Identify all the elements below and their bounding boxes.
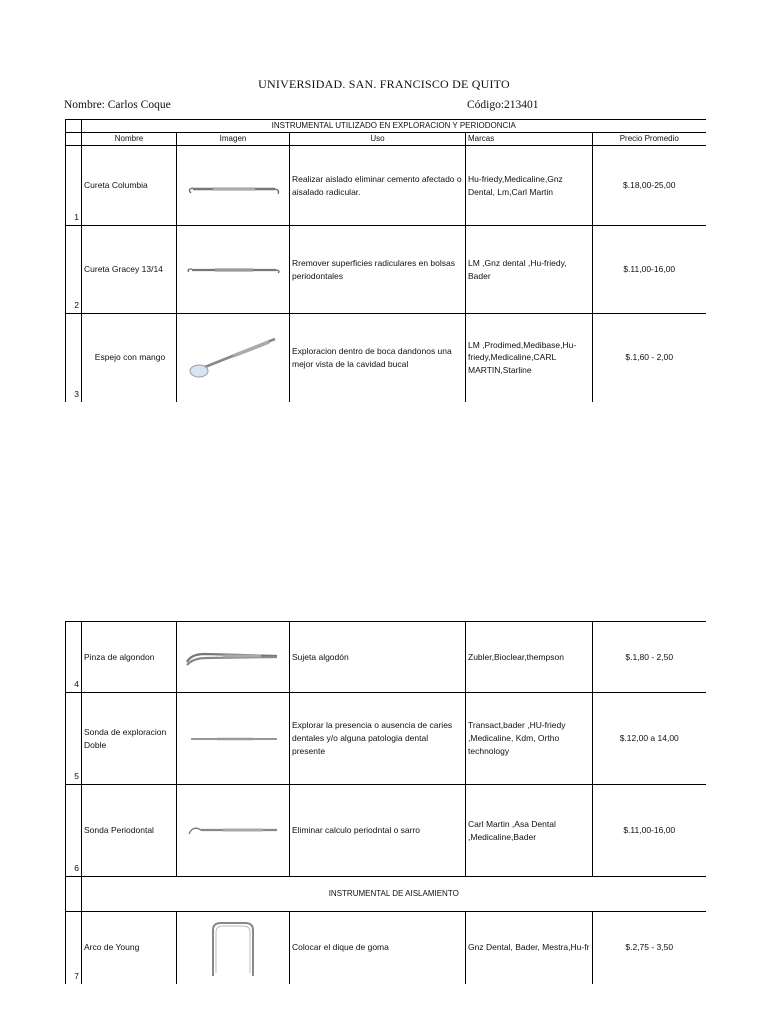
instrument-name: Espejo con mango — [82, 314, 177, 402]
instrument-name: Cureta Columbia — [82, 146, 177, 226]
periodontal-probe-icon — [183, 821, 283, 841]
instrument-brands: Carl Martin ,Asa Dental ,Medicaline,Bader — [466, 785, 593, 877]
table-row — [66, 785, 706, 877]
table-row — [66, 314, 706, 402]
row-number: 7 — [66, 912, 82, 984]
col-header-price: Precio Promedio — [593, 133, 706, 146]
instrument-table-part1 — [65, 119, 706, 402]
student-code: Código:213401 — [467, 99, 539, 111]
instrument-use: Explorar la presencia o ausencia de caries dentales y/o alguna patologia dental presente — [290, 693, 466, 785]
instrument-price: $.12,00 a 14,00 — [593, 693, 706, 785]
instrument-brands: LM ,Prodimed,Medibase,Hu-friedy,Medicaline,CARL MARTIN,Starline — [466, 314, 593, 402]
young-frame-icon — [203, 918, 263, 978]
instrument-use: Realizar aislado eliminar cemento afectado o aisalado radicular. — [290, 146, 466, 226]
row-number: 6 — [66, 785, 82, 877]
instrument-brands: LM ,Gnz dental ,Hu-friedy, Bader — [466, 226, 593, 314]
instrument-price: $.1,80 - 2,50 — [593, 622, 706, 693]
col-header-use: Uso — [290, 133, 466, 146]
instrument-brands: Transact,bader ,HU-friedy ,Medicaline, Kdm, Ortho technology — [466, 693, 593, 785]
student-name: Nombre: Carlos Coque — [64, 99, 171, 111]
instrument-table-part2 — [65, 621, 706, 984]
instrument-use: Sujeta algodón — [290, 622, 466, 693]
instrument-image — [177, 785, 290, 877]
instrument-price: $.2,75 - 3,50 — [593, 912, 706, 984]
row-number: 3 — [66, 314, 82, 402]
instrument-name: Pinza de algondon — [82, 622, 177, 693]
instrument-use: Eliminar calculo periodntal o sarro — [290, 785, 466, 877]
instrument-image — [177, 693, 290, 785]
col-header-brands: Marcas — [466, 133, 593, 146]
mouth-mirror-icon — [183, 333, 283, 383]
instrument-use: Colocar el dique de goma — [290, 912, 466, 984]
row-number-header — [66, 120, 82, 133]
curette-columbia-icon — [183, 171, 283, 201]
table-row — [66, 226, 706, 314]
table-title: INSTRUMENTAL UTILIZADO EN EXPLORACION Y PERIODONCIA — [82, 120, 706, 133]
table-row — [66, 622, 706, 693]
instrument-price: $.11,00-16,00 — [593, 785, 706, 877]
cotton-pliers-icon — [183, 644, 283, 670]
instrument-image — [177, 226, 290, 314]
col-header-image: Imagen — [177, 133, 290, 146]
instrument-name: Arco de Young — [82, 912, 177, 984]
instrument-use: Exploracion dentro de boca dandonos una mejor vista de la cavidad bucal — [290, 314, 466, 402]
instrument-image — [177, 314, 290, 402]
instrument-brands: Hu-friedy,Medicaline,Gnz Dental, Lm,Carl Martin — [466, 146, 593, 226]
curette-gracey-icon — [183, 260, 283, 280]
university-title: UNIVERSIDAD. SAN. FRANCISCO DE QUITO — [258, 77, 510, 91]
table-row — [66, 912, 706, 984]
instrument-image — [177, 912, 290, 984]
table-row — [66, 693, 706, 785]
row-number: 4 — [66, 622, 82, 693]
instrument-price: $.1,60 - 2,00 — [593, 314, 706, 402]
instrument-price: $.11,00-16,00 — [593, 226, 706, 314]
instrument-image — [177, 622, 290, 693]
instrument-price: $.18,00-25,00 — [593, 146, 706, 226]
instrument-brands: Gnz Dental, Bader, Mestra,Hu-fr — [466, 912, 593, 984]
instrument-name: Sonda de exploracion Doble — [82, 693, 177, 785]
row-number: 2 — [66, 226, 82, 314]
instrument-name: Cureta Gracey 13/14 — [82, 226, 177, 314]
row-number: 5 — [66, 693, 82, 785]
instrument-brands: Zubler,Bioclear,thempson — [466, 622, 593, 693]
table-row — [66, 146, 706, 226]
double-explorer-icon — [183, 733, 283, 745]
instrument-use: Rremover superficies radiculares en bolsas periodontales — [290, 226, 466, 314]
row-number: 1 — [66, 146, 82, 226]
instrument-name: Sonda Periodontal — [82, 785, 177, 877]
col-header-name: Nombre — [82, 133, 177, 146]
instrument-image — [177, 146, 290, 226]
section-title: INSTRUMENTAL DE AISLAMIENTO — [82, 877, 706, 912]
